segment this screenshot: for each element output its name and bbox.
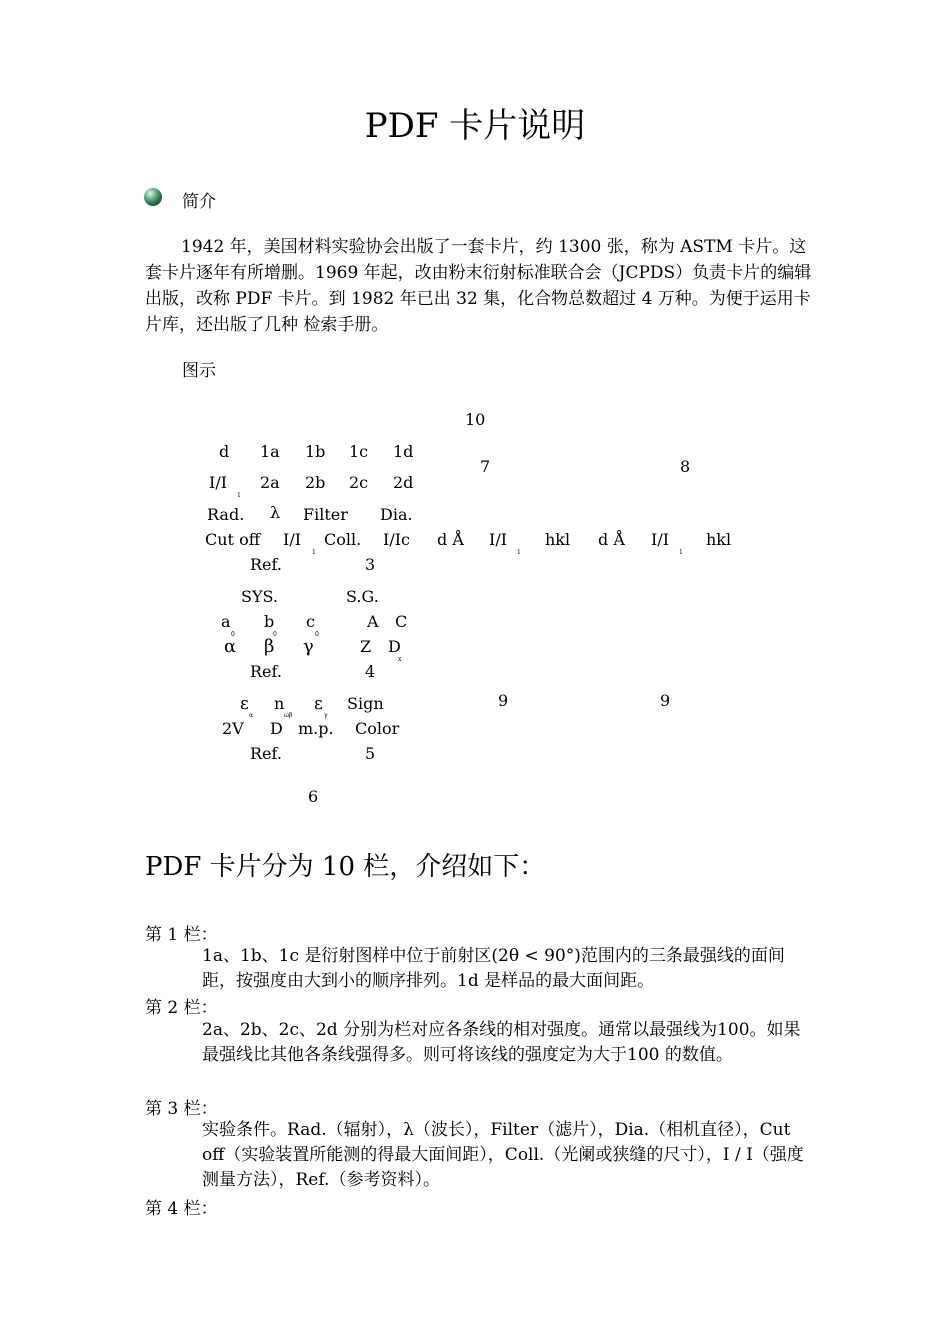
card-n-wb: n bbox=[274, 694, 285, 713]
card-A: A bbox=[367, 612, 379, 631]
card-dA-1: d Å bbox=[437, 530, 464, 549]
column-3-label: 第 3 栏： bbox=[145, 1099, 218, 1119]
column-3-text bbox=[202, 1118, 812, 1193]
card-epsilon-a: ε bbox=[240, 694, 249, 714]
card-2v: 2V bbox=[222, 719, 244, 738]
card-lambda: λ bbox=[270, 503, 281, 522]
card-hkl-1: hkl bbox=[545, 530, 571, 549]
card-field-5: 5 bbox=[365, 744, 376, 763]
card-field-9a: 9 bbox=[498, 691, 509, 710]
card-sub-gamma: γ bbox=[324, 712, 328, 719]
card-sub-x: x bbox=[398, 656, 402, 663]
card-beta: β bbox=[264, 636, 275, 657]
card-dia: Dia. bbox=[380, 505, 413, 524]
card-epsilon-g: ε bbox=[314, 694, 323, 714]
card-sub-c0: 0 bbox=[315, 631, 319, 638]
card-ref-1: Ref. bbox=[250, 555, 282, 574]
card-C: C bbox=[395, 612, 408, 631]
card-filter: Filter bbox=[303, 505, 348, 524]
card-2c: 2c bbox=[349, 473, 369, 492]
figure-label: 图示 bbox=[182, 361, 216, 381]
card-2d: 2d bbox=[393, 473, 414, 492]
card-dA-2: d Å bbox=[598, 530, 625, 549]
card-field-10: 10 bbox=[465, 410, 486, 429]
card-D: D bbox=[270, 719, 283, 738]
card-field-6: 6 bbox=[308, 787, 319, 806]
card-d-label: d bbox=[219, 442, 230, 461]
card-field-4: 4 bbox=[365, 662, 376, 681]
intro-paragraph bbox=[145, 234, 815, 338]
page-title: PDF 卡片说明 bbox=[364, 106, 586, 146]
card-mp: m.p. bbox=[298, 719, 334, 738]
card-Z: Z bbox=[360, 637, 372, 656]
card-field-7: 7 bbox=[480, 457, 491, 476]
card-1d: 1d bbox=[393, 442, 414, 461]
card-sub-1c: 1 bbox=[517, 549, 521, 556]
card-sub-alpha: α bbox=[249, 712, 254, 719]
card-iic: I/Ic bbox=[383, 530, 410, 549]
card-cutoff: Cut off bbox=[205, 530, 261, 549]
bullet-icon bbox=[144, 188, 162, 206]
card-c0: c bbox=[306, 612, 315, 631]
card-sub-b0: 0 bbox=[273, 631, 277, 638]
column-2-label: 第 2 栏： bbox=[145, 998, 218, 1018]
card-color: Color bbox=[355, 719, 400, 738]
card-ii-measure: I/I bbox=[283, 530, 302, 549]
column-2-paragraph: 2a、2b、2c、2d 分别为栏对应各条线的相对强度。通常以最强线为100。如果最强线比其他各条线强得多。则可将该线的强度定为大于100 的数值。 bbox=[202, 1020, 801, 1065]
column-3-paragraph: 实验条件。Rad.（辐射），λ（波长），Filter（滤片），Dia.（相机直径），Cut off（实验装置所能测的得最大面间距），Coll.（光阑或狭缝的尺寸），I / I（强度测量方法），Ref.（参考资料）。 bbox=[202, 1120, 804, 1190]
card-Dx: D bbox=[388, 637, 401, 656]
card-sub-1: 1 bbox=[237, 492, 241, 499]
card-ii-label: I/I bbox=[209, 473, 228, 492]
column-1-paragraph: 1a、1b、1c 是衍射图样中位于前射区(2θ < 90°)范围内的三条最强线的面间距，按强度由大到小的顺序排列。1d 是样品的最大面间距。 bbox=[202, 946, 785, 991]
card-2b: 2b bbox=[305, 473, 326, 492]
card-rad: Rad. bbox=[207, 505, 245, 524]
intro-heading: 简介 bbox=[182, 192, 216, 212]
card-gamma: γ bbox=[303, 636, 314, 657]
column-1-text bbox=[202, 944, 812, 994]
columns-heading: PDF 卡片分为 10 栏，介绍如下： bbox=[145, 852, 546, 882]
card-alpha: α bbox=[224, 636, 237, 657]
card-hkl-2: hkl bbox=[706, 530, 732, 549]
column-1-label: 第 1 栏： bbox=[145, 925, 218, 945]
card-sign: Sign bbox=[347, 694, 384, 713]
card-b0: b bbox=[264, 612, 275, 631]
card-1a: 1a bbox=[260, 442, 280, 461]
card-field-3: 3 bbox=[365, 555, 376, 574]
card-1b: 1b bbox=[305, 442, 326, 461]
card-ref-3: Ref. bbox=[250, 744, 282, 763]
card-sg: S.G. bbox=[346, 587, 379, 606]
card-field-8: 8 bbox=[680, 457, 691, 476]
column-4-label: 第 4 栏： bbox=[145, 1199, 218, 1219]
card-sub-omegabeta: ωβ bbox=[284, 712, 293, 719]
card-ref-2: Ref. bbox=[250, 662, 282, 681]
card-sub-1d: 1 bbox=[679, 549, 683, 556]
intro-paragraph-text: 1942 年，美国材料实验协会出版了一套卡片，约 1300 张，称为 ASTM 卡片。这套卡片逐年有所增删。1969 年起，改由粉末衍射标准联合会（JCPDS）负责卡片的编辑出版，改称 PDF 卡片。到 1982 年已出 32 集，化合物总数超过 4 万种。为便于运用卡片库，还出版了几种 检索手册。 bbox=[145, 237, 812, 335]
card-coll: Coll. bbox=[324, 530, 362, 549]
card-ii-1: I/I bbox=[489, 530, 508, 549]
card-1c: 1c bbox=[349, 442, 369, 461]
card-sub-1b: 1 bbox=[312, 549, 316, 556]
card-field-9b: 9 bbox=[660, 691, 671, 710]
column-2-text bbox=[202, 1018, 812, 1068]
card-2a: 2a bbox=[260, 473, 280, 492]
card-ii-2: I/I bbox=[651, 530, 670, 549]
card-sub-a0: 0 bbox=[231, 631, 235, 638]
card-a0: a bbox=[221, 612, 231, 631]
card-sys: SYS. bbox=[241, 587, 278, 606]
